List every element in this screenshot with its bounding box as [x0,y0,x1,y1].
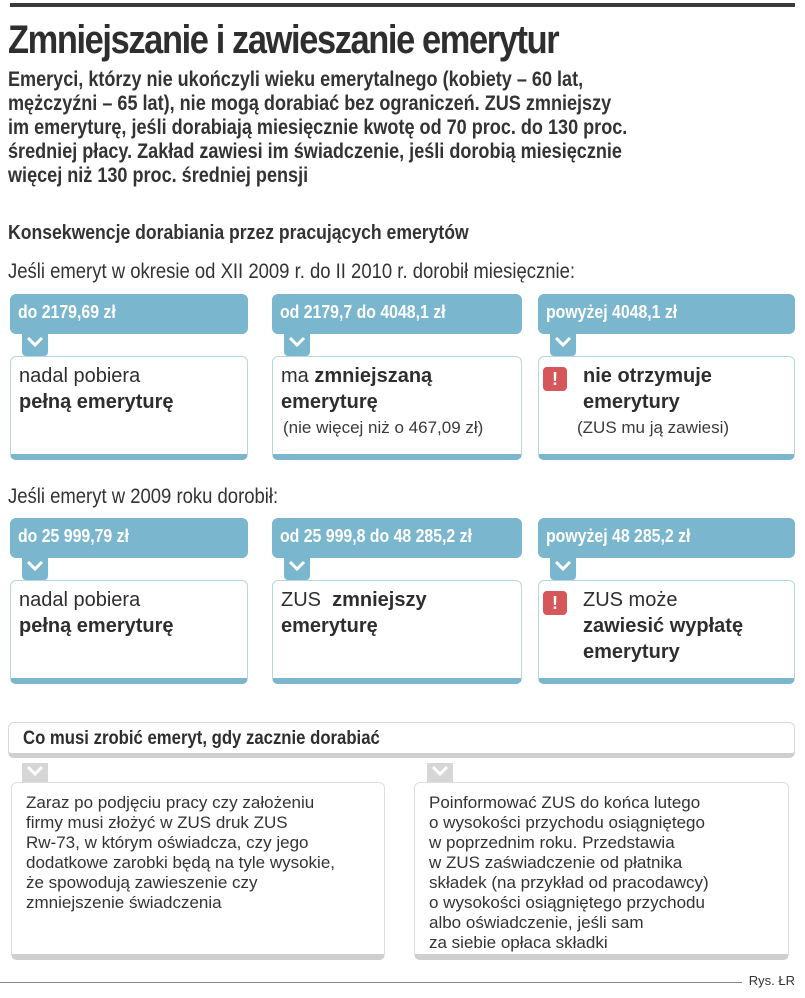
chevron-down-icon [550,558,576,580]
lead-line: więcej niż 130 proc. średniej pensji [8,164,309,187]
range-tab: powyżej 4048,1 zł [538,294,795,334]
lead-line: średniej płacy. Zakład zawiesi im świadczenie, jeśli dorobią miesięcznie [8,140,622,163]
yearly-intro: Jeśli emeryt w 2009 roku dorobił: [8,485,279,508]
range-tab: powyżej 48 285,2 zł [538,518,795,558]
range-tab: do 25 999,79 zł [10,518,248,558]
warning-icon: ! [543,367,567,391]
chevron-down-icon [284,558,310,580]
result-card: ZUS zmniejszy emeryturę [272,580,522,684]
section-title: Konsekwencje dorabiania przez pracujących emerytów [8,222,469,244]
warning-icon: ! [543,591,567,615]
range-tab: od 2179,7 do 4048,1 zł [272,294,522,334]
chevron-down-icon [284,334,310,356]
credit: Rys. ŁR [748,973,795,988]
top-rule [10,3,795,7]
chevron-down-icon [550,334,576,356]
result-card: ! ZUS może zawiesić wypłatę emerytury [538,580,795,684]
range-tab: do 2179,69 zł [10,294,248,334]
result-card: nadal pobiera pełną emeryturę [10,356,248,460]
action-card-right: Poinformować ZUS do końca lutego o wysokości przychodu osiągniętego w poprzednim roku. Przedstawia w ZUS zaświadczenie od płatnika składek (na przykład od pracodawcy) o wysokości osiągniętego przychodu albo oświadczenie, jeśli sam za siebie opłaca składki [414,782,789,960]
chevron-down-icon [22,334,48,356]
result-card: nadal pobiera pełną emeryturę [10,580,248,684]
chevron-down-icon [22,558,48,580]
actions-header: Co musi zrobić emeryt, gdy zacznie dorabiać [8,722,795,758]
lead-paragraph [8,68,799,188]
range-tab: od 25 999,8 do 48 285,2 zł [272,518,522,558]
page-title: Zmniejszanie i zawieszanie emerytur [8,18,559,62]
lead-line: im emeryturę, jeśli dorabiają miesięcznie kwotę od 70 proc. do 130 proc. [8,116,628,139]
lead-line: mężczyźni – 65 lat), nie mogą dorabiać bez ograniczeń. ZUS zmniejszy [8,92,612,115]
action-card-left: Zaraz po podjęciu pracy czy założeniu firmy musi złożyć w ZUS druk ZUS Rw-73, w którym oświadcza, czy jego dodatkowe zarobki będą na tyle wysokie, że spowodują zawieszenie czy zmniejszenie świadczenia [11,782,385,960]
lead-line: Emeryci, którzy nie ukończyli wieku emerytalnego (kobiety – 60 lat, [8,68,584,91]
result-card: ! nie otrzymuje emerytury (ZUS mu ją zawiesi) [538,356,795,460]
monthly-intro: Jeśli emeryt w okresie od XII 2009 r. do II 2010 r. dorobił miesięcznie: [8,260,576,283]
footer-rule [0,982,742,983]
result-card: ma zmniejszaną emeryturę (nie więcej niż o 467,09 zł) [272,356,522,460]
